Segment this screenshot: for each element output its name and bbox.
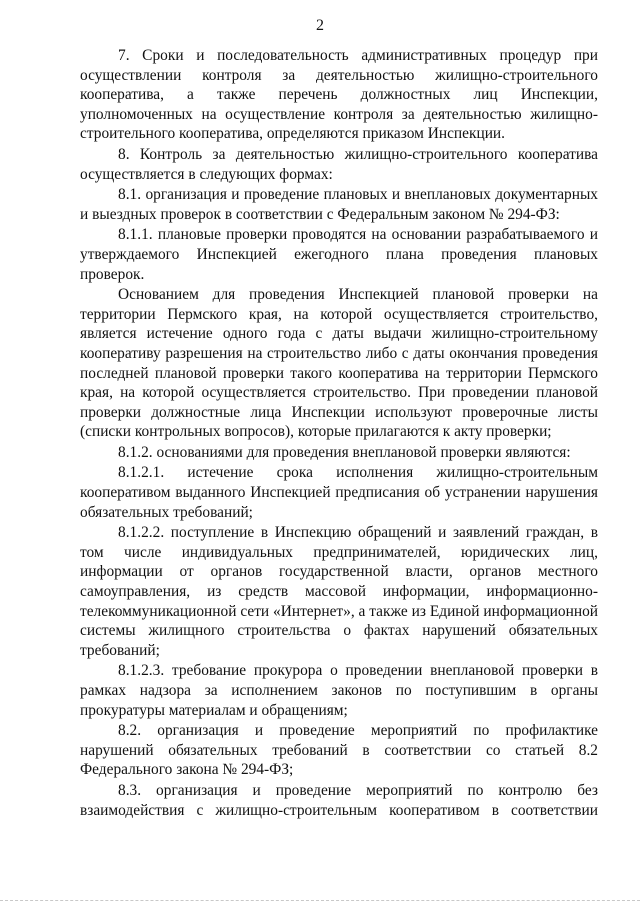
paragraph-8-1-2-1-order-expiry: 8.1.2.1. истечение срока исполнения жилищно-строительным кооперативом выданного Инспекцией предписания об устранении нарушения обязательных требований; bbox=[80, 464, 598, 521]
page-number: 2 bbox=[316, 17, 324, 34]
paragraph-8-control-forms: 8. Контроль за деятельностью жилищно-строительного кооператива осуществляется в следующих формах: bbox=[80, 145, 598, 183]
paragraph-8-1-2-2-complaints: 8.1.2.2. поступление в Инспекцию обращений и заявлений граждан, в том числе индивидуальных предпринимателей, юридических лиц, информации от органов государственной власти, органов местного самоуправления, из средств массовой информации, информационно-телекоммуникационной сети «Интернет», а также из Единой информационной системы жилищного строительства о фактах нарушений обязательных требований; bbox=[80, 524, 598, 659]
paragraph-8-1-inspections: 8.1. организация и проведение плановых и внеплановых документарных и выездных проверок в соответствии с Федеральным законом № 294-ФЗ: bbox=[80, 186, 598, 223]
scan-edge-line bbox=[0, 900, 640, 905]
paragraph-8-1-1-planned-inspections: 8.1.1. плановые проверки проводятся на основании разрабатываемого и утверждаемого Инспекцией ежегодного плана проведения плановых проверок. bbox=[80, 226, 598, 283]
paragraph-8-1-2-unplanned-grounds: 8.1.2. основаниями для проведения внеплановой проверки являются: bbox=[118, 443, 571, 461]
paragraph-8-3-no-interaction-control: 8.3. организация и проведение мероприятий по контролю без взаимодействия с жилищно-строительным кооперативом в соответствии bbox=[80, 781, 598, 819]
paragraph-7-terms: 7. Сроки и последовательность административных процедур при осуществлении контроля за деятельностью жилищно-строительного кооператива, а также перечень должностных лиц Инспекции, уполномоченных на осуществление контроля за деятельностью жилищно-строительного кооператива, определяются приказом Инспекции. bbox=[80, 47, 598, 143]
paragraph-8-2-prevention: 8.2. организация и проведение мероприятий по профилактике нарушений обязательных требований в соответствии со статьей 8.2 Федерального закона № 294-ФЗ; bbox=[80, 722, 598, 779]
paragraph-8-1-2-3-prosecutor-request: 8.1.2.3. требование прокурора о проведении внеплановой проверки в рамках надзора за исполнением законов по поступившим в органы прокуратуры материалам и обращениям; bbox=[80, 662, 598, 719]
document-body bbox=[80, 46, 598, 821]
paragraph-planned-inspection-grounds: Основанием для проведения Инспекцией плановой проверки на территории Пермского края, на которой осуществляется строительство, является истечение одного года с даты выдачи жилищно-строительному кооперативу разрешения на строительство либо с даты окончания проведения последней плановой проверки такого кооператива на территории Пермского края, на которой осуществляется строительство. При проведении плановой проверки должностные лица Инспекции используют проверочные листы (списки контрольных вопросов), которые прилагаются к акту проверки; bbox=[80, 286, 598, 441]
